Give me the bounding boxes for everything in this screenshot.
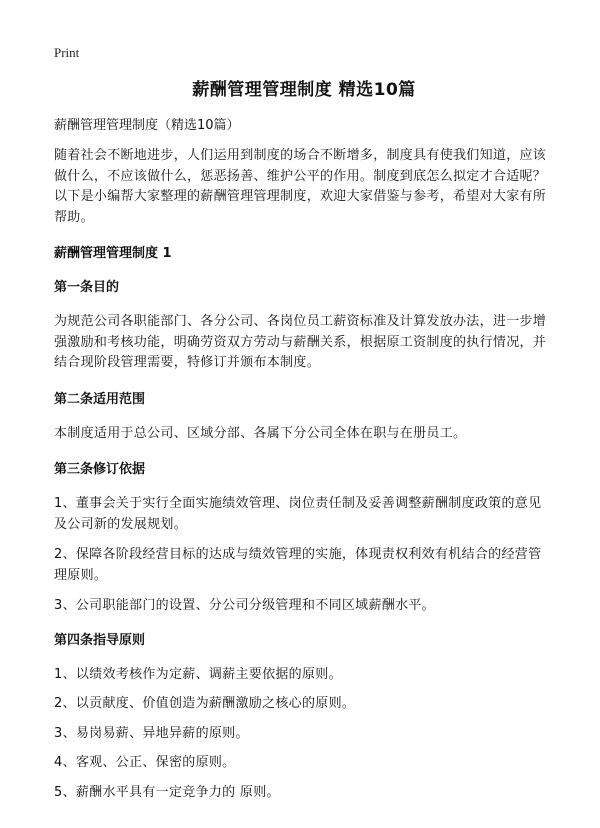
list-item: 5、薪酬水平具有一定竞争力的 原则。: [54, 784, 280, 800]
list-item: 2、保障各阶段经营目标的达成与绩效管理的实施，体现责权利效有机结合的经营管理原则。: [54, 547, 542, 583]
list-item: 3、公司职能部门的设置、分公司分级管理和不同区域薪酬水平。: [54, 598, 435, 613]
policy-heading: 薪酬管理管理制度 1: [54, 246, 172, 261]
section-heading-scope: 第二条适用范围: [54, 391, 146, 407]
list-item: 3、易岗易薪、异地异薪的原则。: [54, 725, 249, 741]
section-purpose-text: 为规范公司各职能部门、各分公司、各岗位员工薪资标准及计算发放办法，进一步增强激励和考核功能，明确劳资双方劳动与薪酬关系，根据原工资制度的执行情况，并结合现阶段管理需要，特修订并颁布本制度。: [54, 314, 547, 370]
document-title: 薪酬管理管理制度 精选10篇: [192, 80, 416, 100]
document-subtitle: 薪酬管理管理制度（精选10篇）: [54, 118, 240, 133]
list-item: 4、客观、公正、保密的原则。: [54, 755, 236, 770]
intro-paragraph: 随着社会不断地进步，人们运用到制度的场合不断增多，制度具有使我们知道，应该做什么，不应该做什么，惩恶扬善、维护公平的作用。制度到底怎么拟定才合适呢？以下是小编帮大家整理的薪酬管理管理制度，欢迎大家借鉴与参考，希望对大家有所帮助。: [54, 148, 547, 225]
list-item: 2、以贡献度、价值创造为薪酬激励之核心的原则。: [54, 696, 356, 711]
section-heading-basis: 第三条修订依据: [54, 462, 146, 477]
section-scope-text: 本制度适用于总公司、区域分部、各属下分公司全体在职与在册员工。: [54, 425, 467, 441]
section-heading-purpose: 第一条目的: [54, 280, 120, 295]
list-item: 1、以绩效考核作为定薪、调薪主要依据的原则。: [54, 666, 342, 682]
section-heading-principles: 第四条指导原则: [54, 632, 146, 648]
print-link[interactable]: Print: [54, 45, 80, 60]
document-body: [54, 78, 554, 812]
list-item: 1、董事会关于实行全面实施绩效管理、岗位责任制及妥善调整薪酬制度政策的意见及公司新的发展规划。: [54, 496, 542, 532]
